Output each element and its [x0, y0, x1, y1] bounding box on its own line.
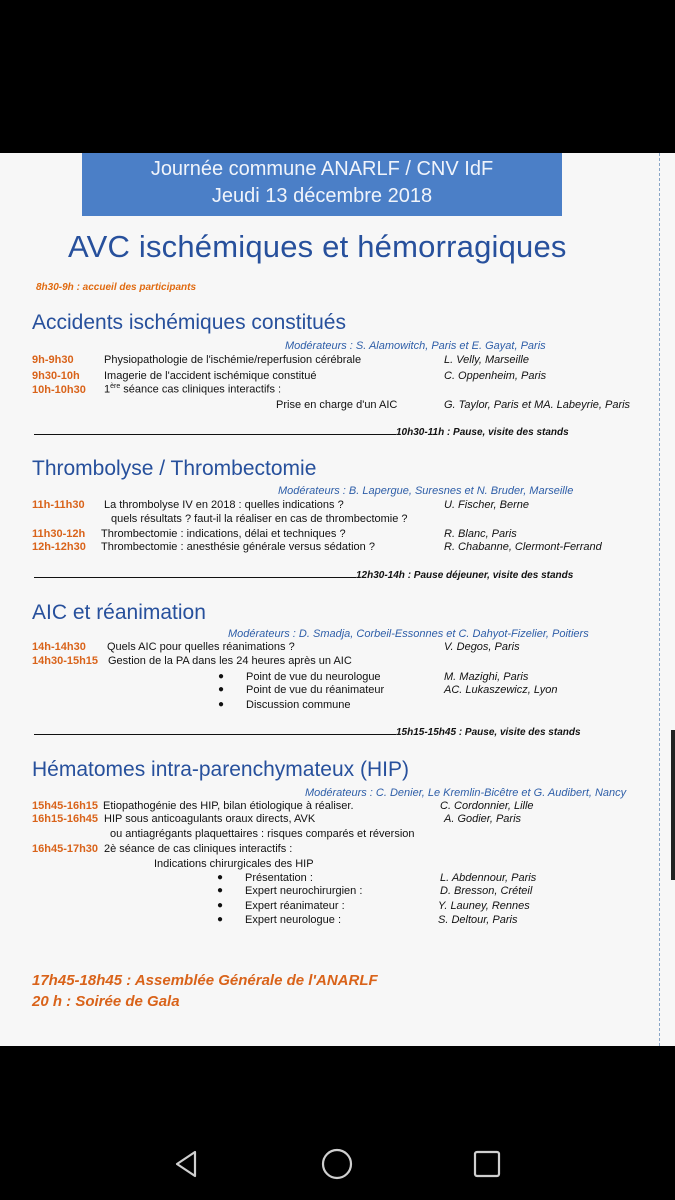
session-title: Quels AIC pour quelles réanimations ?	[107, 641, 295, 653]
session-title: Thrombectomie : indications, délai et techniques ?	[101, 528, 346, 540]
home-button[interactable]	[317, 1144, 357, 1184]
section-heading-text: Hématomes intra-parenchymateux	[32, 758, 360, 781]
session-speaker: C. Cordonnier, Lille	[440, 800, 534, 812]
session-title	[104, 383, 281, 396]
back-button[interactable]	[166, 1144, 206, 1184]
session-time: 9h-9h30	[32, 354, 74, 366]
pause-label: 15h15-15h45 : Pause, visite des stands	[396, 727, 581, 738]
session-title: Gestion de la PA dans les 24 heures après un AIC	[108, 655, 352, 667]
session-title: Etiopathogénie des HIP, bilan étiologique à réaliser.	[103, 800, 354, 812]
closing-assembly: 17h45-18h45 : Assemblée Générale de l'ANARLF	[32, 972, 378, 989]
session-subtitle: Prise en charge d'un AIC	[276, 399, 398, 411]
main-title: AVC ischémiques et hémorragiques	[68, 229, 567, 264]
session-speaker: AC. Lukaszewicz, Lyon	[444, 684, 558, 696]
session-time: 9h30-10h	[32, 370, 80, 382]
pause-label: 10h30-11h : Pause, visite des stands	[396, 427, 569, 438]
home-icon	[320, 1147, 354, 1181]
banner-line-1: Journée commune ANARLF / CNV IdF	[150, 158, 494, 180]
closing-gala: 20 h : Soirée de Gala	[32, 993, 180, 1010]
session-subtitle: quels résultats ? faut-il la réaliser en cas de thrombectomie ?	[111, 513, 408, 525]
session-speaker: Y. Launey, Rennes	[438, 900, 530, 912]
page-border	[659, 153, 660, 1046]
session-speaker: V. Degos, Paris	[444, 641, 520, 653]
pause-label: 12h30-14h : Pause déjeuner, visite des stands	[356, 570, 574, 581]
pause-divider	[34, 577, 356, 578]
session-title: Imagerie de l'accident ischémique constitué	[104, 370, 317, 382]
session-speaker: L. Velly, Marseille	[444, 354, 529, 366]
session-title: 2è séance de cas cliniques interactifs :	[104, 843, 293, 855]
section-heading-abbr: (HIP)	[359, 758, 409, 781]
session-speaker: D. Bresson, Créteil	[440, 885, 533, 897]
pause-divider	[34, 434, 396, 435]
session-time: 16h45-17h30	[32, 843, 99, 855]
recents-button[interactable]	[467, 1144, 507, 1184]
bullet-text: Présentation :	[245, 872, 313, 884]
moderators: Modérateurs : S. Alamowitch, Paris et E. Gayat, Paris	[285, 340, 546, 352]
bullet-icon: ●	[217, 885, 224, 896]
session-time: 10h-10h30	[32, 384, 86, 396]
session-subtitle: Indications chirurgicales des HIP	[154, 858, 314, 870]
session-speaker: U. Fischer, Berne	[444, 499, 529, 511]
session-speaker: R. Chabanne, Clermont-Ferrand	[444, 541, 602, 553]
session-title: La thrombolyse IV en 2018 : quelles indications ?	[104, 499, 344, 511]
session-title: Thrombectomie : anesthésie générale versus sédation ?	[101, 541, 375, 553]
session-title: Physiopathologie de l'ischémie/reperfusion cérébrale	[104, 354, 362, 366]
session-speaker: S. Deltour, Paris	[438, 914, 518, 926]
bullet-icon: ●	[218, 684, 225, 695]
session-speaker: M. Mazighi, Paris	[444, 671, 529, 683]
bullet-text: Point de vue du réanimateur	[246, 684, 385, 696]
banner-line-2: Jeudi 13 décembre 2018	[211, 185, 433, 207]
session-time: 14h-14h30	[32, 641, 86, 653]
session-speaker: L. Abdennour, Paris	[440, 872, 537, 884]
bullet-icon: ●	[218, 699, 225, 710]
document-page	[0, 153, 675, 1046]
section-heading: Accidents ischémiques constitués	[32, 311, 346, 334]
bullet-icon: ●	[217, 872, 224, 883]
scroll-indicator	[671, 730, 675, 880]
ordinal-suffix: ère	[110, 383, 121, 390]
bullet-text: Point de vue du neurologue	[246, 671, 381, 683]
ordinal-number: 1	[104, 383, 111, 396]
android-nav-bar	[0, 1120, 675, 1200]
bullet-text: Expert neurochirurgien :	[245, 885, 363, 897]
bullet-text: Expert réanimateur :	[245, 900, 345, 912]
bullet-text: Expert neurologue :	[245, 914, 342, 926]
session-time: 11h-11h30	[32, 499, 85, 511]
moderators: Modérateurs : D. Smadja, Corbeil-Essonnes et C. Dahyot-Fizelier, Poitiers	[228, 628, 589, 640]
session-time: 12h-12h30	[32, 541, 86, 553]
session-speaker: A. Godier, Paris	[444, 813, 522, 825]
event-banner	[82, 153, 562, 216]
section-heading: Thrombolyse / Thrombectomie	[32, 457, 317, 480]
moderators: Modérateurs : C. Denier, Le Kremlin-Bicêtre et G. Audibert, Nancy	[305, 787, 627, 799]
session-speaker: G. Taylor, Paris et MA. Labeyrie, Paris	[444, 399, 631, 411]
session-time: 16h15-16h45	[32, 813, 99, 825]
session-time: 14h30-15h15	[32, 655, 99, 667]
session-time: 11h30-12h	[32, 528, 86, 540]
moderators: Modérateurs : B. Lapergue, Suresnes et N. Bruder, Marseille	[278, 485, 574, 497]
section-heading: AIC et réanimation	[32, 601, 206, 624]
accueil-line: 8h30-9h : accueil des participants	[36, 282, 197, 293]
session-title: HIP sous anticoagulants oraux directs, AVK	[104, 813, 316, 825]
bullet-icon: ●	[218, 671, 225, 682]
pause-divider	[34, 734, 396, 735]
session-speaker: R. Blanc, Paris	[444, 528, 517, 540]
session-time: 15h45-16h15	[32, 800, 99, 812]
bullet-icon: ●	[217, 914, 224, 925]
session-title-text: séance cas cliniques interactifs :	[120, 383, 282, 396]
bullet-text: Discussion commune	[246, 699, 351, 711]
section-heading	[32, 758, 409, 782]
session-speaker: C. Oppenheim, Paris	[444, 370, 547, 382]
back-icon	[171, 1149, 201, 1179]
bullet-icon: ●	[217, 900, 224, 911]
recents-icon	[472, 1149, 502, 1179]
session-subtitle: ou antiagrégants plaquettaires : risques comparés et réversion	[110, 828, 415, 840]
